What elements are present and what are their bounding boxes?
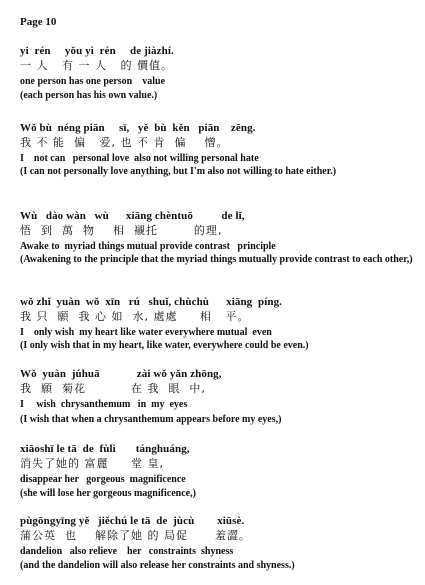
translation-line: (I can not personally love anything, but I'm also not willing to hate either.) <box>20 166 337 177</box>
chinese-line: 一 人 有 一 人 的 價值。 <box>20 59 173 72</box>
chinese-line: 悟 到 萬 物 相 襯托 的理, <box>20 224 223 237</box>
gloss-line: one person has one person value <box>20 76 166 87</box>
pinyin-line: pùgōngyīng yě jiěchú le tā de jùcù xiūsè. <box>20 515 245 527</box>
translation-line: (and the dandelion will also release her constraints and shyness.) <box>20 560 295 571</box>
gloss-line: I not can personal love also not willing personal hate <box>20 153 259 164</box>
gloss-line: Awake to myriad things mutual provide contrast principle <box>20 241 276 252</box>
chinese-line: 我 不 能 偏 爱, 也 不 肯 偏 憎。 <box>20 136 229 149</box>
pinyin-line: Wǒ bù néng piān sī, yě bù kěn piān zēng. <box>20 122 256 134</box>
chinese-line: 消失了她的 富麗 堂 皇, <box>20 457 164 470</box>
pinyin-line: wǒ zhǐ yuàn wǒ xīn rú shuǐ, chùchù xiāng píng. <box>20 296 283 308</box>
translation-line: (I wish that when a chrysanthemum appears before my eyes,) <box>20 414 282 425</box>
pinyin-line: yi rén yǒu yì rén de jiàzhí. <box>20 45 174 57</box>
chinese-line: 蒲公英 也 解除了她 的 局促 羞澀。 <box>20 529 251 542</box>
translation-line: (I only wish that in my heart, like water, everywhere could be even.) <box>20 340 309 351</box>
page-title: Page 10 <box>20 16 57 28</box>
pinyin-line: xiāoshī le tā de fùlì tánghuáng, <box>20 443 190 455</box>
translation-line: (each person has his own value.) <box>20 90 158 101</box>
translation-line: (she will lose her gorgeous magnificence,) <box>20 488 196 499</box>
chinese-line: 我 願 菊花 在 我 眼 中, <box>20 382 206 395</box>
pinyin-line: Wù dào wàn wù xiāng chèntuō de lǐ, <box>20 210 245 222</box>
chinese-line: 我 只 願 我 心 如 水, 處處 相 平。 <box>20 310 250 323</box>
gloss-line: disappear her gorgeous magnificence <box>20 474 186 485</box>
gloss-line: I wish chrysanthemum in my eyes <box>20 399 188 410</box>
translation-line: (Awakening to the principle that the myriad things mutually provide contrast to each other,) <box>20 254 413 265</box>
gloss-line: I only wish my heart like water everywhere mutual even <box>20 327 272 338</box>
gloss-line: dandelion also relieve her constraints shyness <box>20 546 234 557</box>
pinyin-line: Wǒ yuàn júhuā zài wǒ yǎn zhōng, <box>20 368 222 380</box>
